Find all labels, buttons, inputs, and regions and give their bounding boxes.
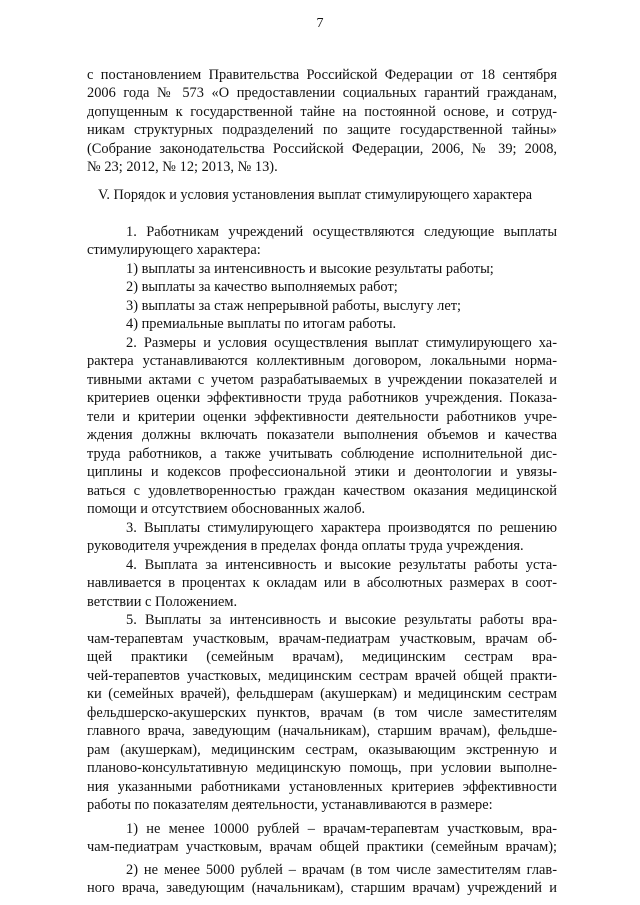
text-line: щей практики (семейным врачам), медицинским сестрам вра- (87, 649, 557, 665)
text-line: чам-терапевтам участковым, врачам-педиатрам участковым, врачам об- (87, 631, 557, 647)
text-line: чей-терапевтов участковых, медицинским сестрам врачей общей практи- (87, 668, 557, 684)
text-line: 5. Выплаты за интенсивность и высокие результаты работы вра- (126, 612, 557, 628)
text-line: планово-консультативную медицинскую помощь, при условии выполне- (87, 760, 557, 776)
text-line: 1. Работникам учреждений осуществляются следующие выплаты (126, 224, 557, 240)
list-item: 1) выплаты за интенсивность и высокие результаты работы; (126, 261, 494, 277)
list-item: 1) не менее 10000 рублей – врачам-терапевтам участковым, вра- (126, 821, 557, 837)
text-line: тели и критерии оценки эффективности деятельности работников учре- (87, 409, 557, 425)
text-line: помощи и отсутствием обоснованных жалоб. (87, 501, 366, 517)
text-line: 2006 года № 573 «О предоставлении социальных гарантий гражданам, (87, 85, 557, 101)
text-line: тивными актами с учетом разрабатываемых в учреждении показателей и (87, 372, 557, 388)
list-item: 4) премиальные выплаты по итогам работы. (126, 316, 397, 332)
text-line: ного врача, заведующим (начальникам), старшим врачам) учреждений и (87, 880, 557, 896)
text-line: никам структурных подразделений по защите государственной тайны» (87, 122, 557, 138)
list-item: 2) выплаты за качество выполняемых работ; (126, 279, 398, 295)
text-line: навливается в процентах к окладам или в абсолютных размерах в соот- (87, 575, 557, 591)
text-line: главного врача, заведующим (начальникам), старшим врачам), фельдше- (87, 723, 557, 739)
text-line: 2. Размеры и условия осуществления выплат стимулирующего ха- (126, 335, 557, 351)
text-line: работы по показателям деятельности, устанавливаются в размере: (87, 797, 493, 813)
list-item: 2) не менее 5000 рублей – врачам (в том числе заместителям глав- (126, 862, 557, 878)
text-line: допущенным к государственной тайне на постоянной основе, и сотруд- (87, 104, 557, 120)
page-number: 7 (316, 16, 324, 31)
text-line: ваться с удовлетворенностью граждан качеством оказания медицинской (87, 483, 557, 499)
text-line: чам-педиатрам участковым, врачам общей практики (семейным врачам); (87, 839, 557, 855)
text-line: рактера устанавливаются коллективным договором, локальными норма- (87, 353, 557, 369)
text-line: ветствии с Положением. (87, 594, 238, 610)
text-line: труда работников, а также учитывать соблюдение исполнительной дис- (87, 446, 557, 462)
section-heading: V. Порядок и условия установления выплат стимулирующего характера (98, 187, 533, 203)
text-line: 3. Выплаты стимулирующего характера производятся по решению (126, 520, 557, 536)
text-line: ки (семейных врачей), фельдшерам (акушеркам) и медицинским сестрам (87, 686, 557, 702)
list-item: 3) выплаты за стаж непрерывной работы, выслугу лет; (126, 298, 462, 314)
text-line: ждения должны включать показатели выполнения объемов и качества (87, 427, 557, 443)
text-line: № 23; 2012, № 12; 2013, № 13). (87, 159, 278, 175)
text-line: 4. Выплата за интенсивность и высокие результаты работы уста- (126, 557, 557, 573)
text-line: руководителя учреждения в пределах фонда оплаты труда учреждения. (87, 538, 524, 554)
text-line: фельдшерско-акушерских пунктов, врачам (в том числе заместителям (87, 705, 557, 721)
text-line: с постановлением Правительства Российской Федерации от 18 сентября (87, 67, 557, 83)
text-line: стимулирующего характера: (87, 242, 261, 258)
text-line: ния указанными работниками установленных критериев эффективности (87, 779, 557, 795)
text-line: (Собрание законодательства Российской Федерации, 2006, № 39; 2008, (87, 141, 557, 157)
text-line: циплины и кодексов профессиональной этики и деонтологии и увязы- (87, 464, 557, 480)
text-line: критериев оценки эффективности труда работников учреждения. Показа- (87, 390, 557, 406)
text-line: рам (акушеркам), медицинским сестрам, оказывающим экстренную и (87, 742, 557, 758)
